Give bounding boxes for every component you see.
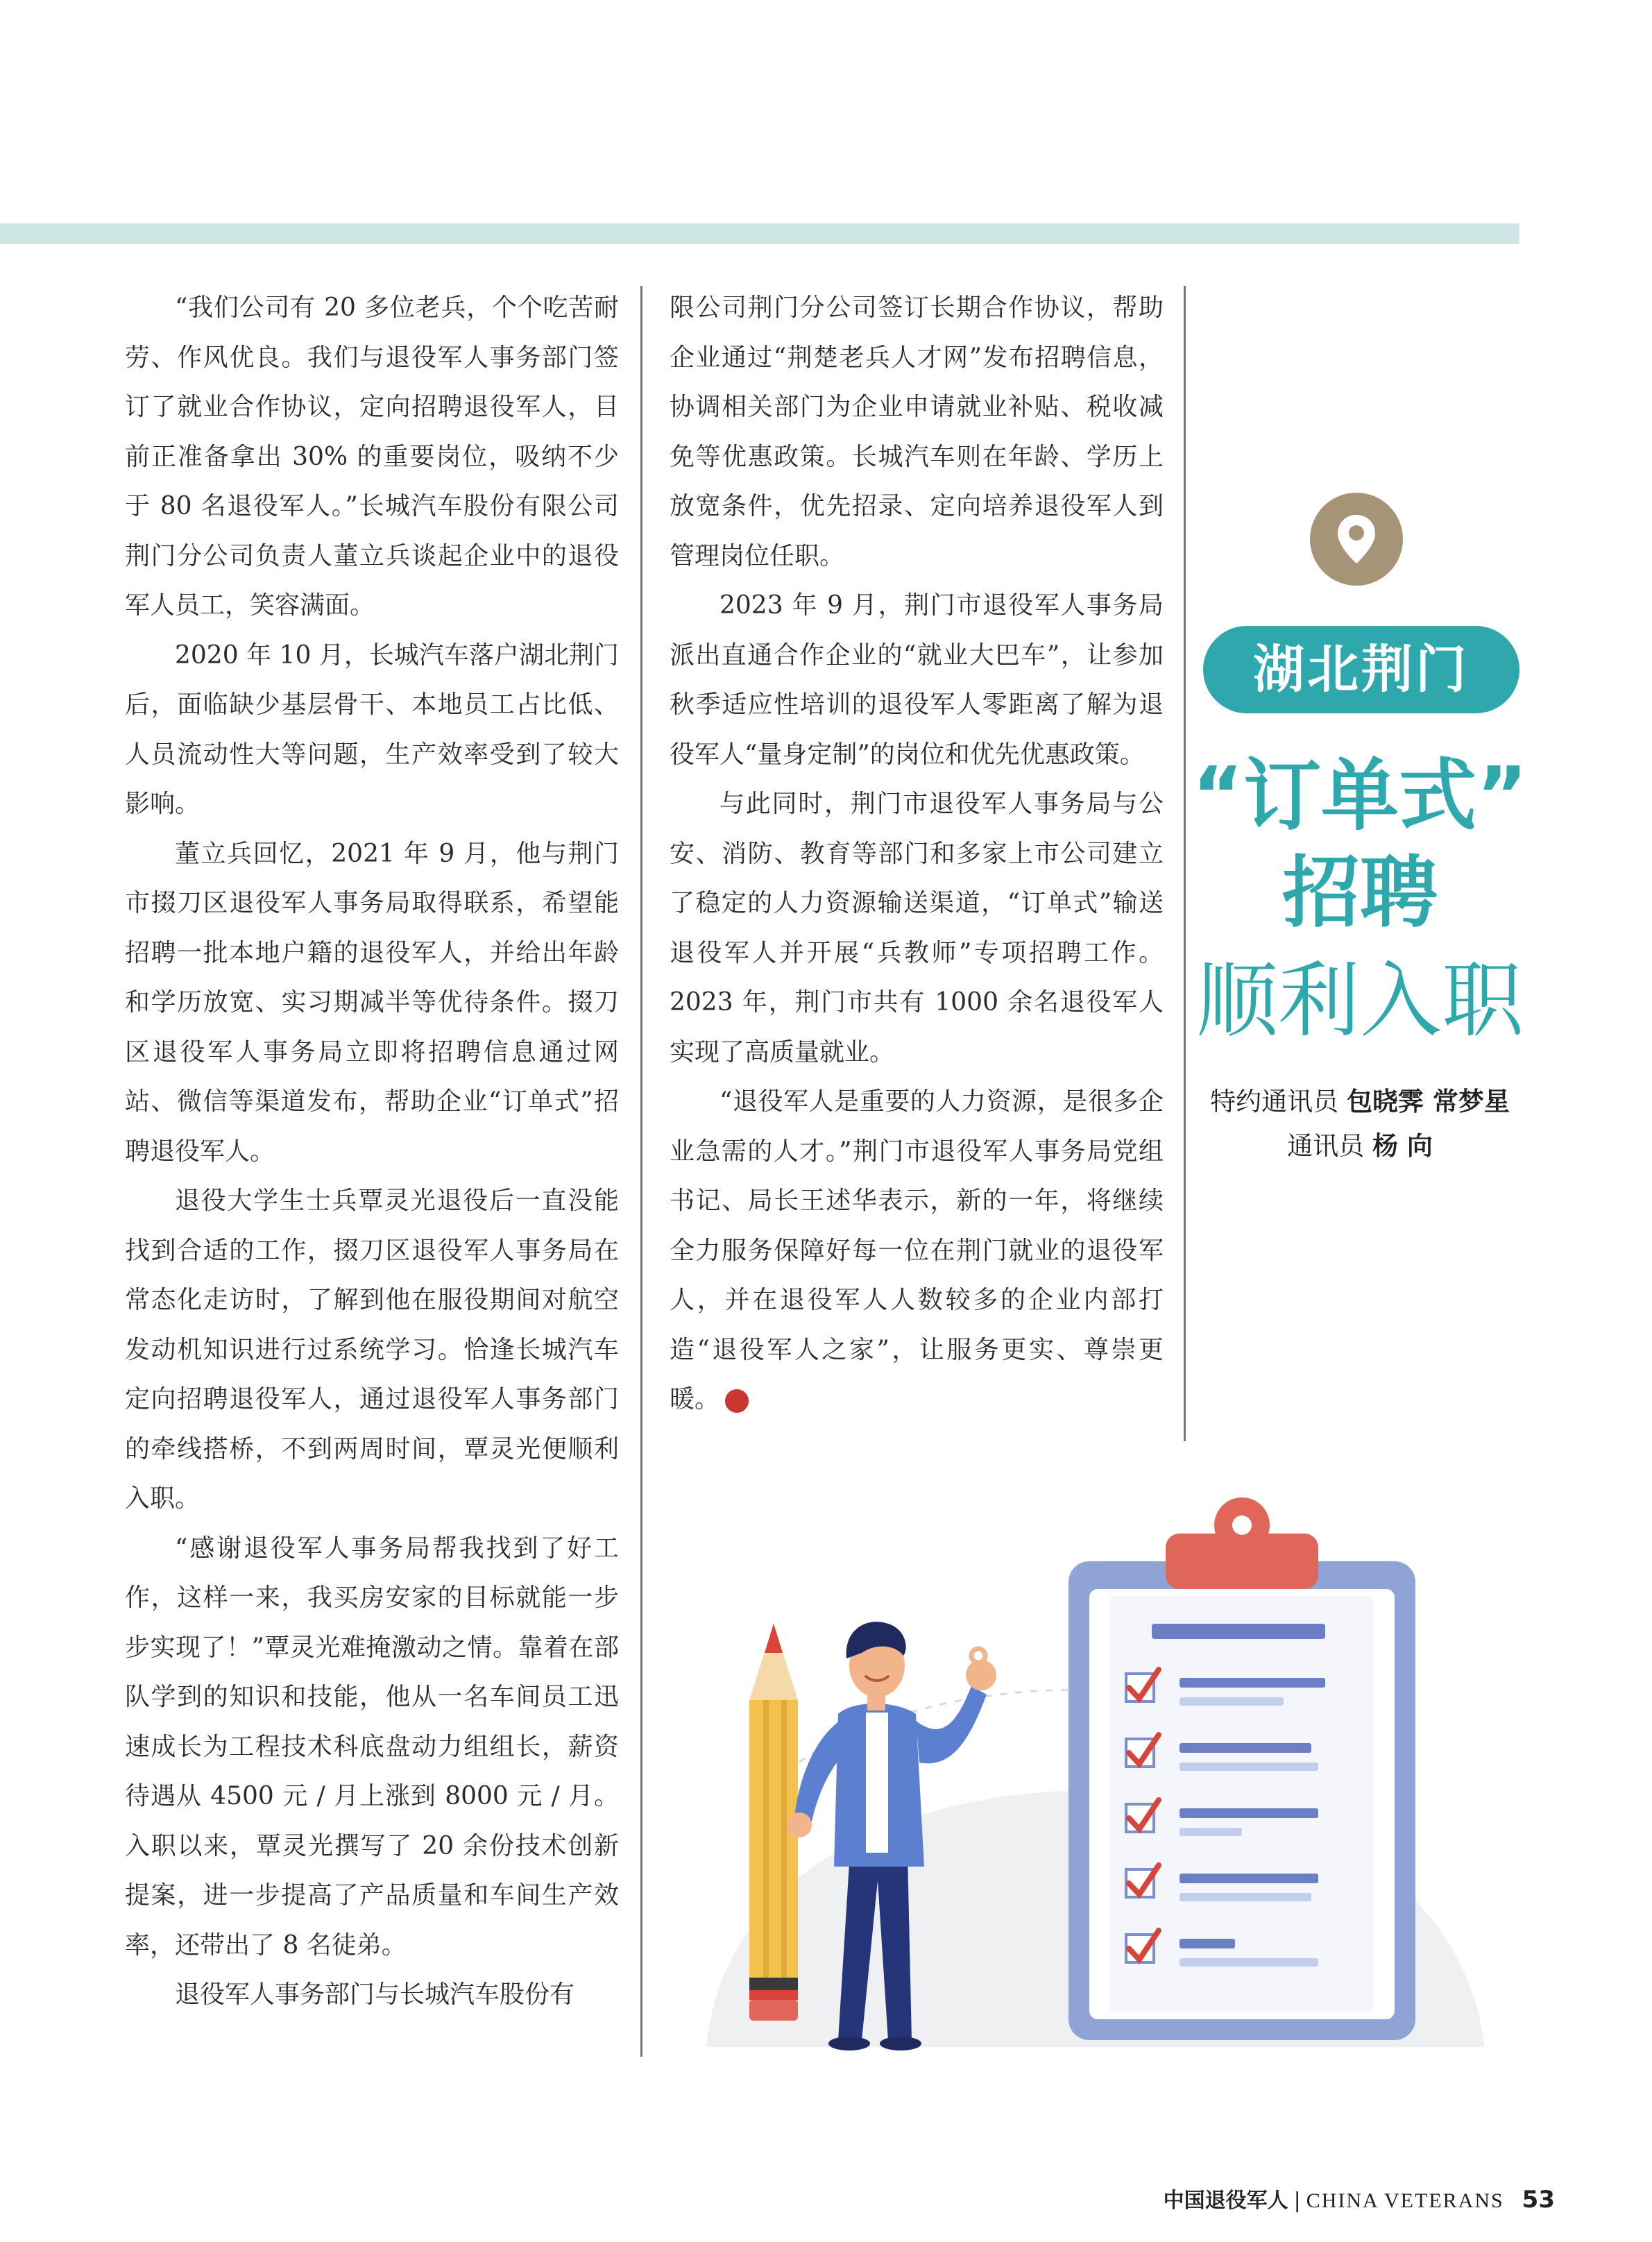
- byline-names: 杨 向: [1372, 1131, 1433, 1161]
- article-column-2: [670, 283, 1164, 1425]
- clipboard-icon: [1068, 1497, 1415, 2040]
- article-column-1: [125, 283, 619, 2020]
- region-label: 湖北荆门: [1203, 626, 1519, 713]
- footer-separator: |: [1293, 2189, 1301, 2213]
- byline-names: 包晓霁 常梦星: [1346, 1087, 1510, 1116]
- top-accent-bar: [0, 223, 1519, 244]
- headline-line-2: 招聘: [1282, 848, 1438, 938]
- location-pin-icon: [1310, 493, 1403, 586]
- headline-line-1: “订单式”: [1192, 751, 1528, 841]
- magazine-name: 中国退役军人: [1163, 2189, 1288, 2213]
- recruitment-illustration: [680, 1492, 1513, 2061]
- magazine-name-english: CHINA VETERANS: [1306, 2189, 1504, 2212]
- paragraph-text: “退役军人是重要的人力资源，是很多企业急需的人才。”荆门市退役军人事务局党组书记、局长王述华表示，新的一年，将继续全力服务保障好每一位在荆门就业的退役军人，并在退役军人人数较多的企业内部打造“退役军人之家”，让服务更实、尊崇更暖。: [670, 1087, 1164, 1413]
- end-mark-icon: V: [725, 1389, 749, 1413]
- paragraph: 与此同时，荆门市退役军人事务局与公安、消防、教育等部门和多家上市公司建立了稳定的人力资源输送渠道，“订单式”输送退役军人并开展“兵教师”专项招聘工作。2023 年，荆门市共有 1000 余名退役军人实现了高质量就业。: [670, 790, 1164, 1067]
- paragraph: 2020 年 10 月，长城汽车落户湖北荆门后，面临缺少基层骨干、本地员工占比低、人员流动性大等问题，生产效率受到了较大影响。: [125, 640, 619, 818]
- paragraph: 退役大学生士兵覃灵光退役后一直没能找到合适的工作，掇刀区退役军人事务局在常态化走访时，了解到他在服役期间对航空发动机知识进行过系统学习。恰逢长城汽车定向招聘退役军人，通过退役军人事务部门的牵线搭桥，不到两周时间，覃灵光便顺利入职。: [125, 1187, 619, 1513]
- page-number: 53: [1522, 2186, 1555, 2214]
- byline-correspondent: [1180, 1124, 1540, 1169]
- paragraph: 退役军人事务部门与长城汽车股份有: [175, 1980, 575, 2009]
- last-paragraph: [670, 1077, 1164, 1425]
- byline-role: 通讯员: [1287, 1131, 1372, 1161]
- byline-special-correspondents: [1180, 1080, 1540, 1124]
- paragraph: 董立兵回忆，2021 年 9 月，他与荆门市掇刀区退役军人事务局取得联系，希望能招聘一批本地户籍的退役军人，并给出年龄和学历放宽、实习期减半等优待条件。掇刀区退役军人事务局立即将招聘信息通过网站、微信等渠道发布，帮助企业“订单式”招聘退役军人。: [125, 839, 619, 1166]
- page-footer: [1164, 2183, 1555, 2218]
- paragraph: “感谢退役军人事务局帮我找到了好工作，这样一来，我买房安家的目标就能一步步实现了！”覃灵光难掩激动之情。靠着在部队学到的知识和技能，他从一名车间员工迅速成长为工程技术科底盘动力组组长，薪资待遇从 4500 元 / 月上涨到 8000 元 / 月。入职以来，覃灵光撰写了 20 余份技术创新提案，进一步提高了产品质量和车间生产效率，还带出了 8 名徒弟。: [125, 1534, 619, 1960]
- column-divider: [640, 286, 642, 2057]
- paragraph: 2023 年 9 月，荆门市退役军人事务局派出直通合作企业的“就业大巴车”，让参加秋季适应性培训的退役军人零距离了解为退役军人“量身定制”的岗位和优先优惠政策。: [670, 591, 1164, 769]
- headline-line-3: 顺利入职: [1195, 953, 1524, 1048]
- paragraph: 限公司荆门分公司签订长期合作协议，帮助企业通过“荆楚老兵人才网”发布招聘信息，协调相关部门为企业申请就业补贴、税收减免等优惠政策。长城汽车则在年龄、学历上放宽条件，优先招录、定向培养退役军人到管理岗位任职。: [670, 294, 1164, 570]
- paragraph: “我们公司有 20 多位老兵，个个吃苦耐劳、作风优良。我们与退役军人事务部门签订了就业合作协议，定向招聘退役军人，目前正准备拿出 30% 的重要岗位，吸纳不少于 80 名退役军人。”长城汽车股份有限公司荆门分公司负责人董立兵谈起企业中的退役军人员工，笑容满面。: [125, 294, 619, 620]
- byline-role: 特约通讯员: [1210, 1087, 1347, 1116]
